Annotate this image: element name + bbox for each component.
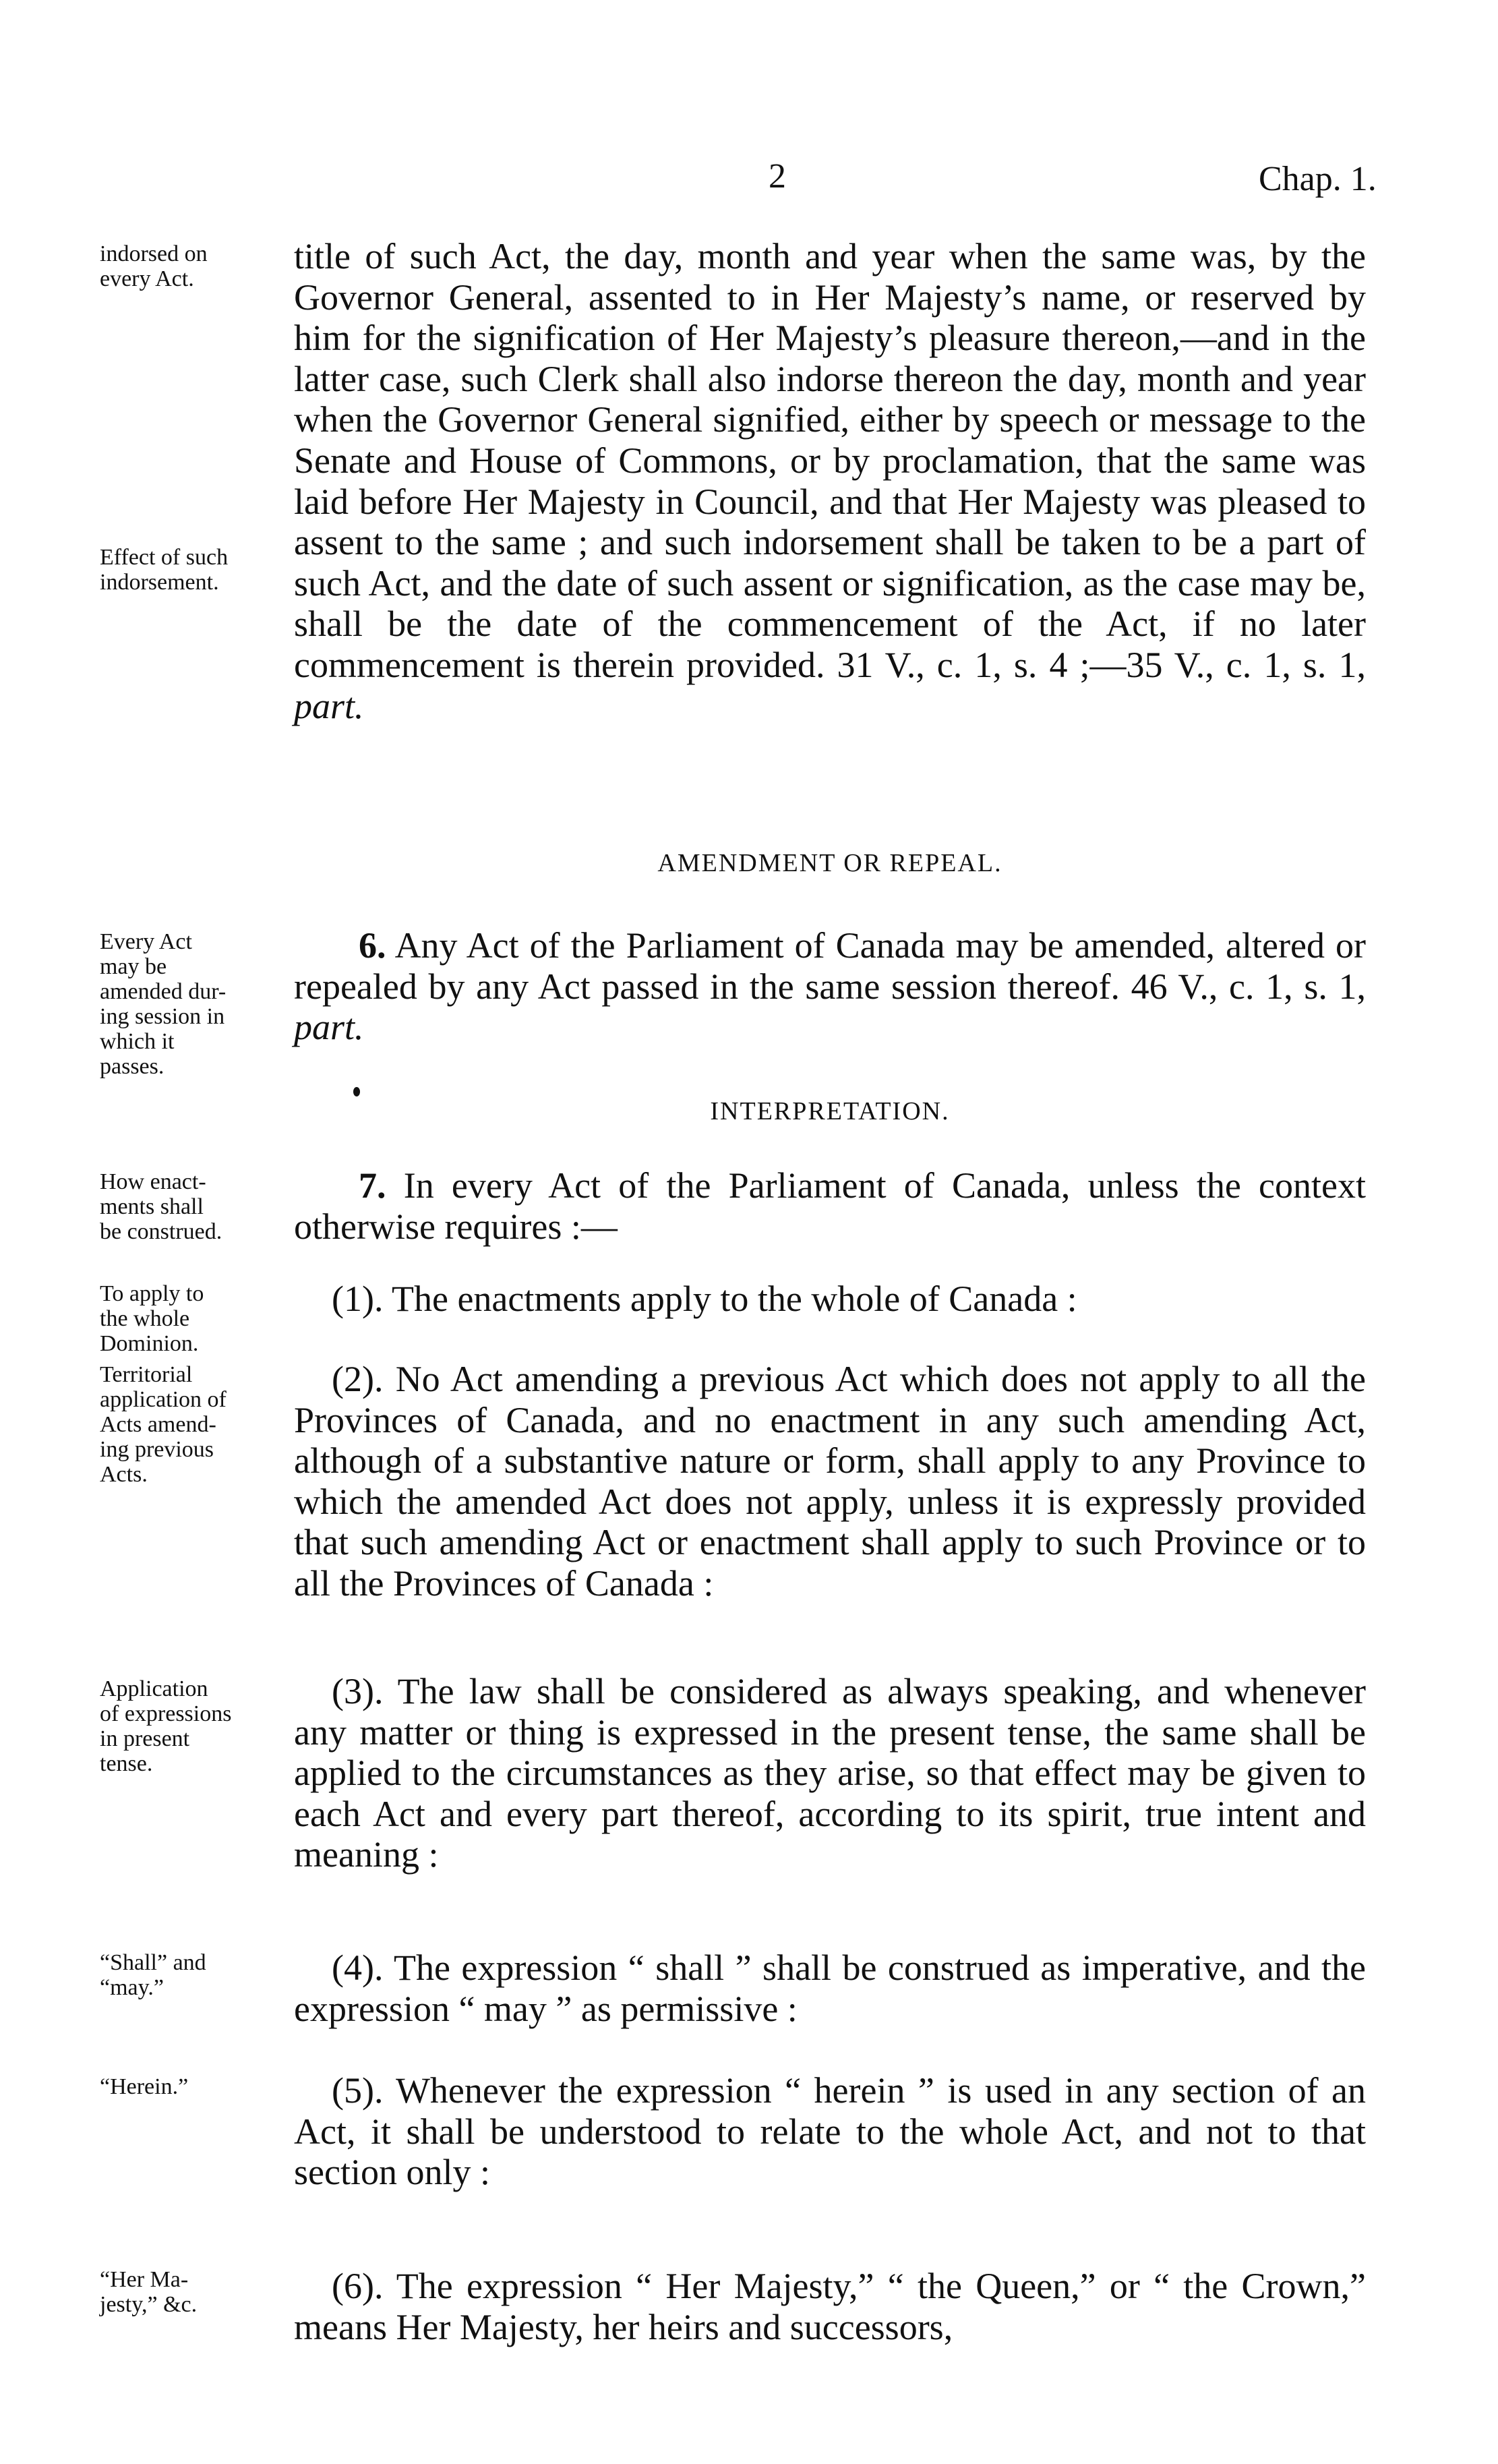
section-7-2-number: (2).	[332, 1359, 384, 1399]
section-7-6-text: The expression “ Her Majesty,” “ the Queen,” or “ the Crown,” means Her Majesty, her heirs and successors,	[294, 2266, 1366, 2347]
heading-amendment-or-repeal: AMENDMENT OR REPEAL.	[657, 849, 1002, 877]
margin-note-herein: “Herein.”	[100, 2074, 189, 2099]
section-7-5-number: (5).	[332, 2070, 384, 2111]
chapter-label: Chap. 1.	[1259, 160, 1377, 198]
margin-note-shall-and-may: “Shall” and “may.”	[100, 1950, 206, 2000]
margin-note-present-tense: Application of expressions in present tense.	[100, 1676, 232, 1776]
section-7-number: 7.	[359, 1165, 386, 1206]
section-6-part: part.	[294, 1007, 364, 1048]
paragraph-continuation-part: part.	[294, 685, 364, 726]
paragraph-continuation-text: title of such Act, the day, month and year when the same was, by the Governor General, assented to in Her Majesty’s name, or reserved by him for the signification of Her Majesty’s pleasure thereon,—and in the latter case, such Clerk shall also indorse thereon the day, month and year when the Governor General signified, either by speech or message to the Senate and House of Commons, or by proclamation, that the same was laid before Her Majesty in Council, and that Her Majesty was pleased to assent to the same ; and such indorsement shall be taken to be a part of such Act, and the date of such assent or signification, as the case may be, shall be the date of the commencement of the Act, if no later commencement is therein provided. 31 V., c. 1, s. 4 ;—35 V., c. 1, s. 1,	[294, 236, 1366, 685]
section-7-text: In every Act of the Parliament of Canada, unless the context otherwise requires :—	[294, 1165, 1366, 1247]
section-6-text: Any Act of the Parliament of Canada may be amended, altered or repealed by any Act passed in the same session thereof. 46 V., c. 1, s. 1,	[294, 925, 1366, 1007]
paragraph-continuation	[294, 236, 1366, 726]
margin-note-how-construed: How enact- ments shall be construed.	[100, 1169, 222, 1244]
stray-ink-mark	[353, 1087, 360, 1096]
section-7-4	[294, 1947, 1366, 2029]
section-6-number: 6.	[359, 925, 386, 966]
page-number: 2	[769, 157, 786, 196]
section-7-5	[294, 2070, 1366, 2193]
section-7-4-text: The expression “ shall ” shall be construed as imperative, and the expression “ may ” as permissive :	[294, 1947, 1366, 2029]
margin-note-every-act-amended: Every Act may be amended dur- ing session in which it passes.	[100, 929, 227, 1079]
section-7-6-number: (6).	[332, 2266, 384, 2306]
section-7-2-text: No Act amending a previous Act which does not apply to all the Provinces of Canada, and no enactment in any such amending Act, although of a substantive nature or form, shall apply to any Province to which the amended Act does not apply, unless it is expressly provided that such amending Act or enactment shall apply to such Province or to all the Provinces of Canada :	[294, 1359, 1366, 1604]
margin-note-effect-of-indorsement: Effect of such indorsement.	[100, 545, 229, 595]
section-6	[294, 925, 1366, 1048]
section-7-2	[294, 1359, 1366, 1604]
margin-note-her-majesty: “Her Ma- jesty,” &c.	[100, 2267, 198, 2317]
section-7-6	[294, 2266, 1366, 2347]
section-7-3-text: The law shall be considered as always speaking, and whenever any matter or thing is expressed in the present tense, the same shall be applied to the circumstances as they arise, so that effect may be given to each Act and every part thereof, according to its spirit, true intent and meaning :	[294, 1671, 1366, 1875]
section-7-4-number: (4).	[332, 1947, 384, 1988]
heading-interpretation: INTERPRETATION.	[710, 1097, 950, 1125]
margin-note-whole-dominion: To apply to the whole Dominion.	[100, 1281, 204, 1356]
section-7-1-number: (1).	[332, 1279, 384, 1319]
section-7-1	[294, 1279, 1366, 1320]
margin-note-indorsed: indorsed on every Act.	[100, 241, 208, 291]
section-7-5-text: Whenever the expression “ herein ” is used in any section of an Act, it shall be understood to relate to the whole Act, and not to that section only :	[294, 2070, 1367, 2193]
section-7-3	[294, 1671, 1366, 1875]
section-7-3-number: (3).	[332, 1671, 384, 1711]
section-7-1-text: The enactments apply to the whole of Canada :	[392, 1279, 1077, 1319]
margin-note-territorial-application: Territorial application of Acts amend- ing previous Acts.	[100, 1362, 227, 1487]
section-7	[294, 1165, 1366, 1247]
